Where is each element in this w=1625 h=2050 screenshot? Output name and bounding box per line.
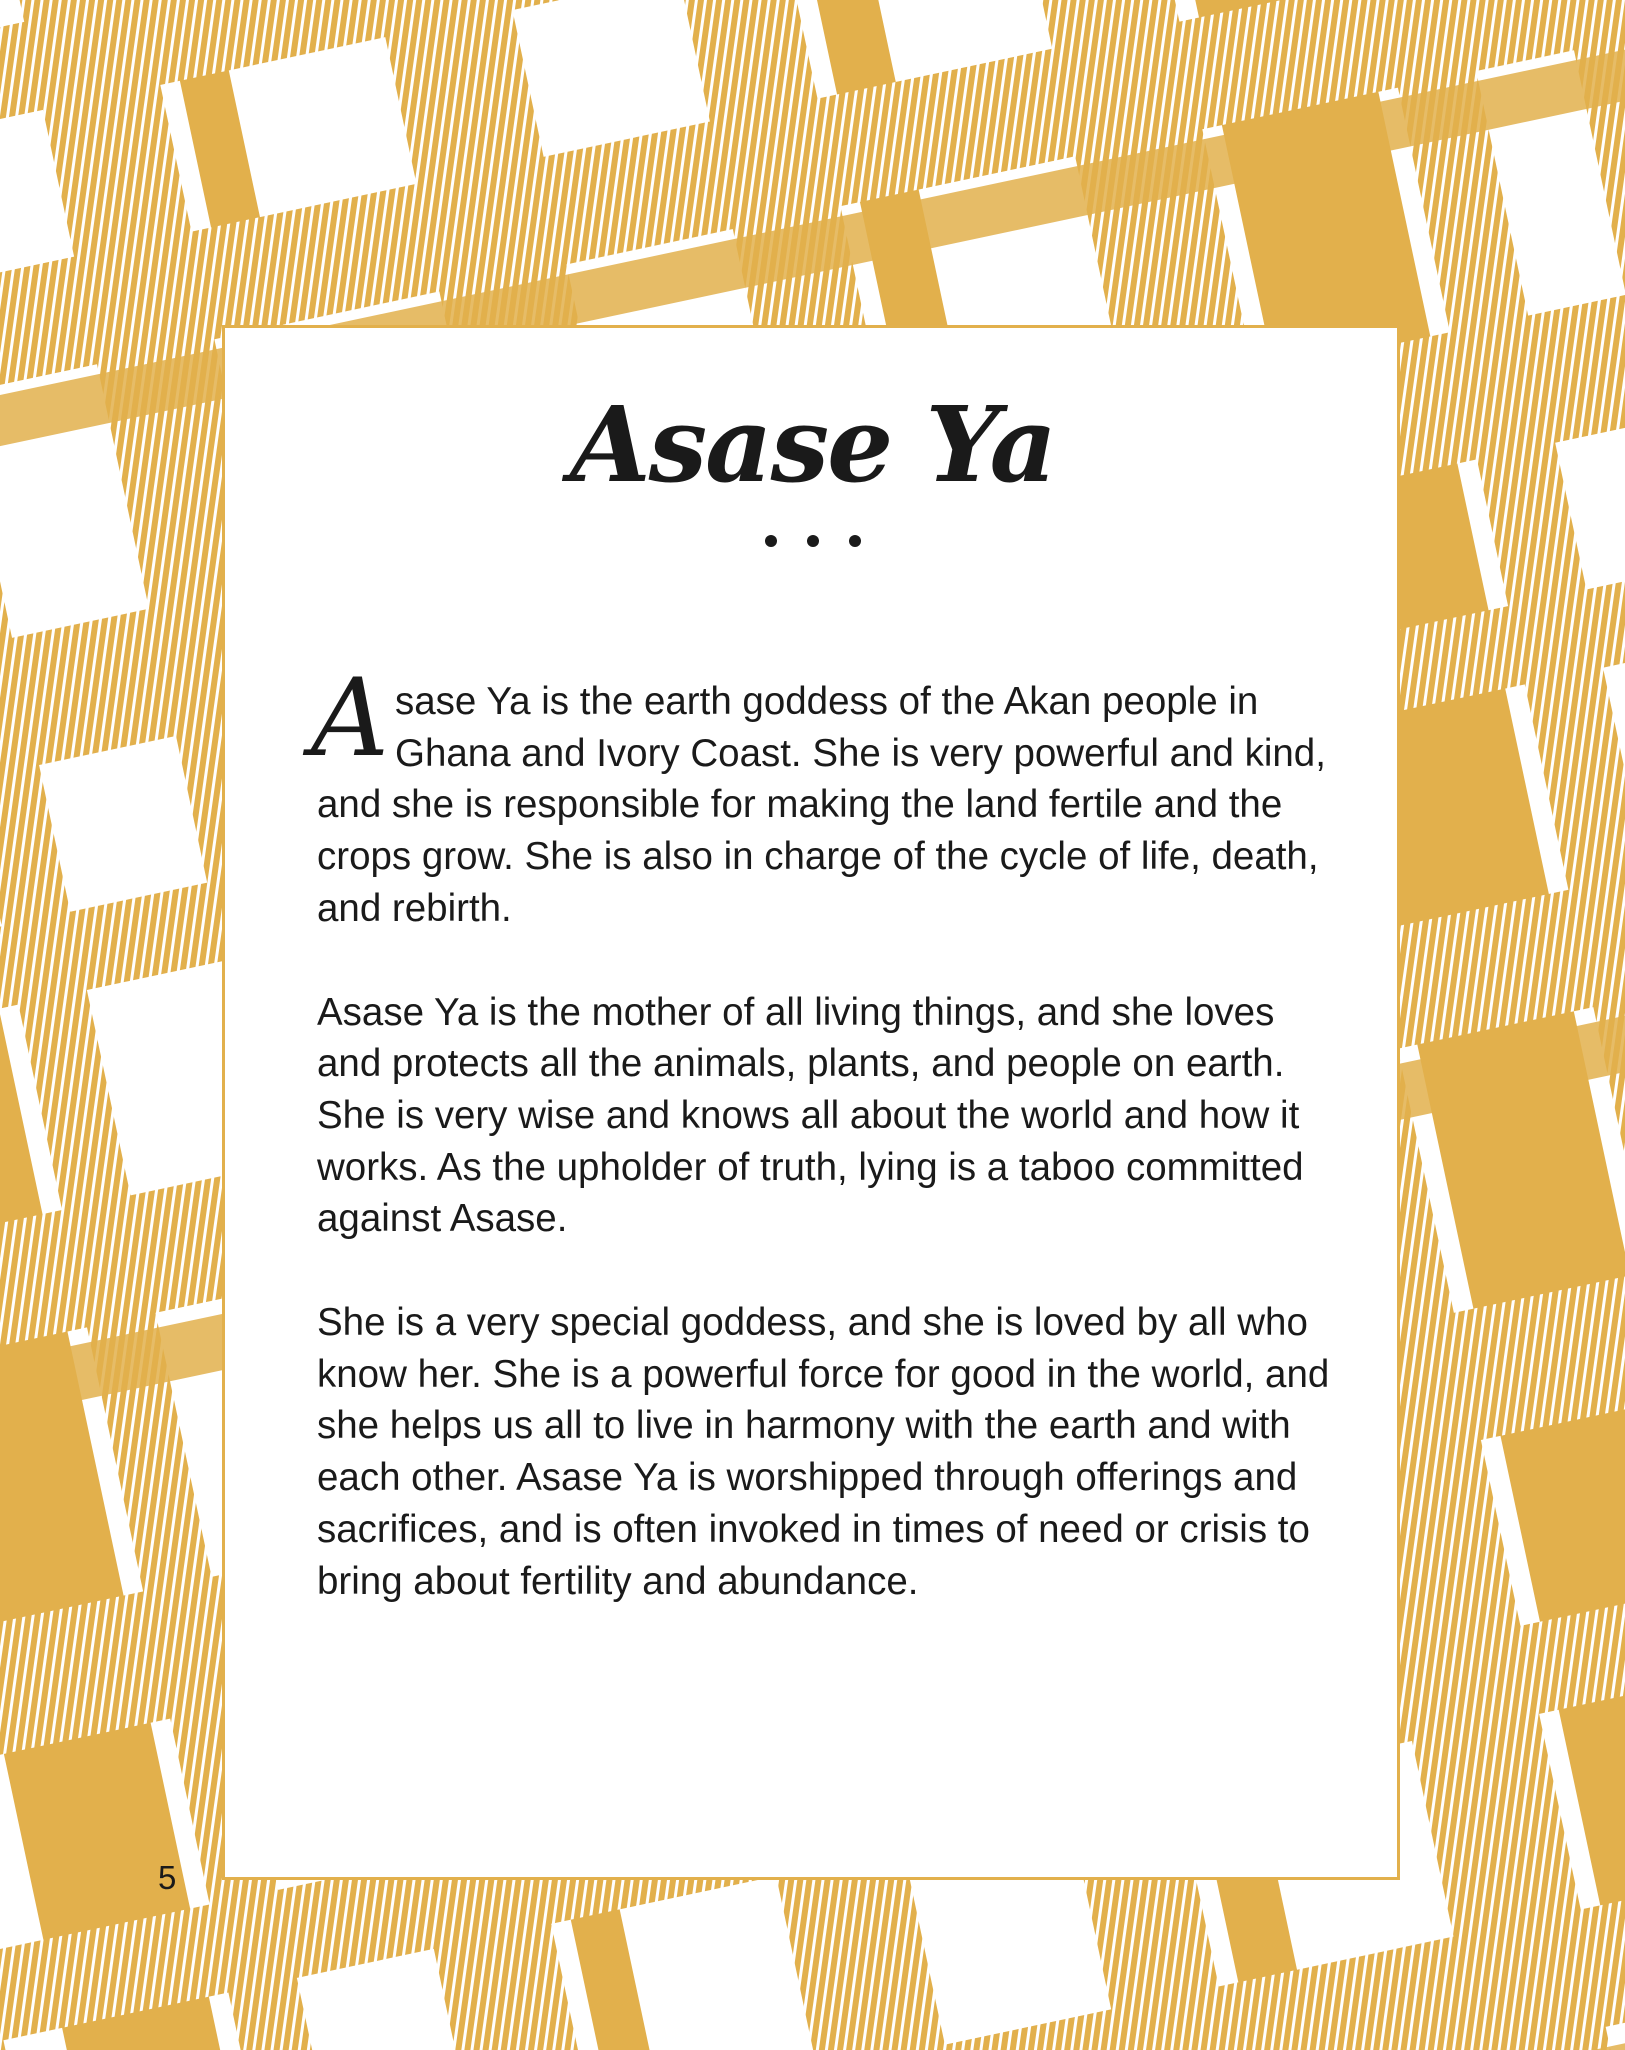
separator-dot: [849, 535, 861, 547]
page-number: 5: [158, 1859, 177, 1896]
drop-cap: A: [311, 656, 389, 781]
page-title: Asase Ya: [569, 383, 1056, 506]
body-text: [311, 656, 1337, 1607]
paragraph-1: [311, 656, 1337, 935]
separator-dot: [765, 535, 777, 547]
paragraph-1-text: sase Ya is the earth goddess of the Akan people in Ghana and Ivory Coast. She is very powerful and kind, and she is responsible for making the land fertile and the crops grow. She is also in charge of the cycle of life, death, and rebirth.: [317, 680, 1326, 930]
separator-dot: [807, 535, 819, 547]
paragraph-2: Asase Ya is the mother of all living things, and she loves and protects all the animals, plants, and people on earth. She is very wise and knows all about the world and how it works. As the upholder of truth, lying is a taboo committed against Asase.: [317, 990, 1304, 1241]
paragraph-3: She is a very special goddess, and she is loved by all who know her. She is a powerful force for good in the world, and she helps us all to live in harmony with the earth and with each other. Asase Ya is worshipped through offerings and sacrifices, and is often invoked in times of need or crisis to bring about fertility and abundance.: [317, 1301, 1330, 1603]
title-separator: [0, 535, 1625, 547]
